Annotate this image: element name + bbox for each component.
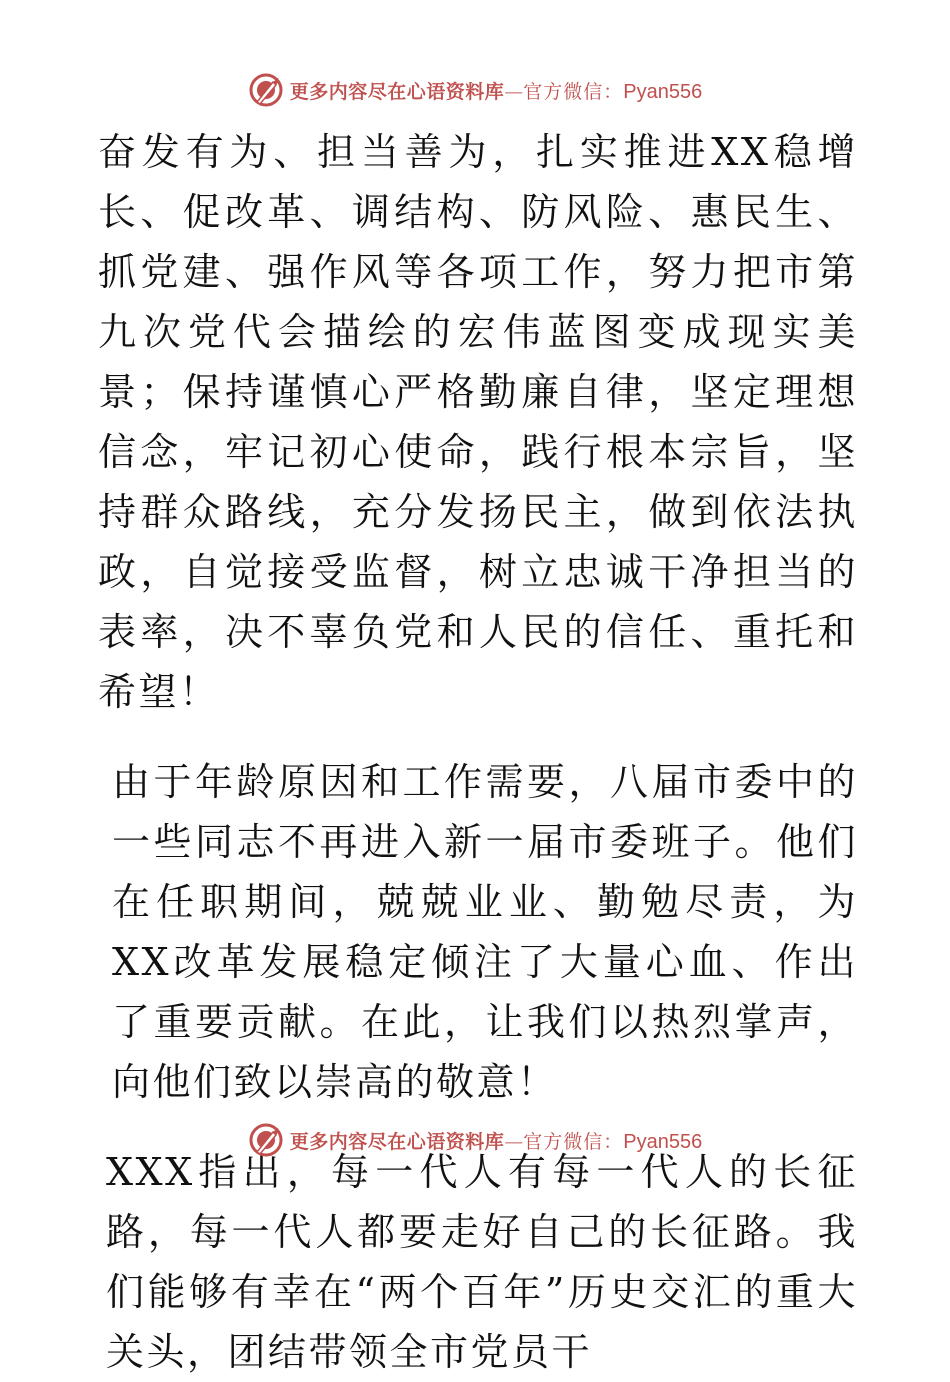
paragraph-3: XXX指出，每一代人有每一代人的长征路，每一代人都要走好自己的长征路。我们能够有幸在“两个百年”历史交汇的重大关头，团结带领全市党员干 — [106, 1150, 858, 1374]
header-wechat-label: 官方微信： — [523, 80, 624, 103]
footer-separator: — — [504, 1130, 524, 1153]
paragraph-2: 由于年龄原因和工作需要，八届市委中的一些同志不再进入新一届市委班子。他们在任职期间，兢兢业业、勤勉尽责，为XX改革发展稳定倾注了大量心血、作出了重要贡献。在此，让我们以热烈掌声，向他们致以崇高的敬意！ — [112, 760, 858, 1104]
pen-circle-logo-icon — [248, 1122, 284, 1158]
header-separator: — — [504, 80, 524, 103]
pen-circle-logo-icon — [248, 72, 284, 108]
header-brand-text: 更多内容尽在心语资料库 — [289, 80, 505, 103]
header-wechat-id: Pyan556 — [623, 80, 703, 103]
document-body — [98, 122, 858, 1382]
footer-brand-text: 更多内容尽在心语资料库 — [289, 1130, 505, 1153]
header-banner — [0, 68, 950, 112]
footer-banner — [0, 1118, 950, 1162]
header-banner-text — [290, 77, 703, 104]
footer-banner-text — [290, 1127, 703, 1154]
paragraph-1: 奋发有为、担当善为，扎实推进XX稳增长、促改革、调结构、防风险、惠民生、抓党建、强作风等各项工作，努力把市第九次党代会描绘的宏伟蓝图变成现实美景；保持谨慎心严格勤廉自律，坚定理想信念，牢记初心使命，践行根本宗旨，坚持群众路线，充分发扬民主，做到依法执政，自觉接受监督，树立忠诚干净担当的表率，决不辜负党和人民的信任、重托和希望！ — [98, 130, 858, 714]
footer-wechat-label: 官方微信： — [523, 1130, 624, 1153]
footer-wechat-id: Pyan556 — [623, 1130, 703, 1153]
